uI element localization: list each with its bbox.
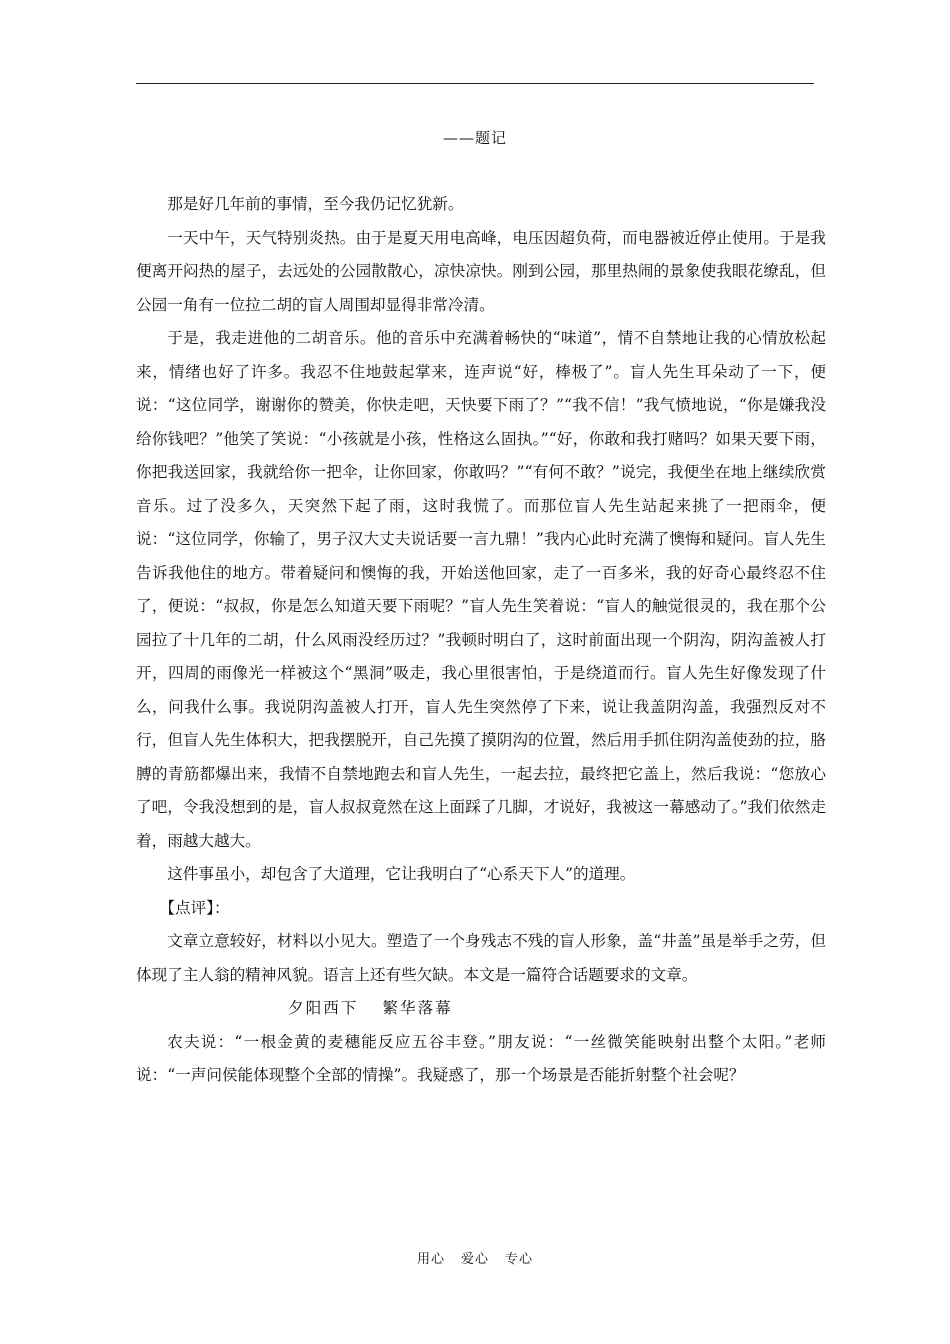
footer-word: 用心	[416, 1252, 445, 1267]
footer-word: 专心	[505, 1252, 534, 1267]
header-rule	[136, 83, 814, 84]
footer-word: 爱心	[460, 1252, 489, 1267]
paragraph: 这件事虽小，却包含了大道理，它让我明白了“心系天下人”的道理。	[167, 865, 636, 883]
next-article-opening: 农夫说：“一根金黄的麦穗能反应五谷丰登。”朋友说：“一丝微笑能映射出整个太阳。”老师说：“一声问侯能体现整个全部的情操”。我疑惑了，那一个场景是否能折射整个社会呢？	[136, 1032, 826, 1084]
next-title-part2: 繁华落幕	[382, 999, 453, 1017]
paragraph: 于是，我走进他的二胡音乐。他的音乐中充满着畅快的“味道”，情不自禁地让我的心情放松起来，情绪也好了许多。我忍不住地鼓起掌来，连声说“好，棒极了”。盲人先生耳朵动了一下，便说：“这位同学，谢谢你的赞美，你快走吧，天快要下雨了？”“我不信！”我气愤地说，“你是嫌我没给你钱吧？”他笑了笑说：“小孩就是小孩，性格这么固执。”“好，你敢和我打赌吗？如果天要下雨，你把我送回家，我就给你一把伞，让你回家，你敢吗？”“有何不敢？”说完，我便坐在地上继续欣赏音乐。过了没多久，天突然下起了雨，这时我慌了。而那位盲人先生站起来挑了一把雨伞，便说：“这位同学，你输了，男子汉大丈夫说话要一言九鼎！”我内心此时充满了懊悔和疑问。盲人先生告诉我他住的地方。带着疑问和懊悔的我，开始送他回家，走了一百多米，我的好奇心最终忍不住了，便说：“叔叔，你是怎么知道天要下雨呢？”盲人先生笑着说：“盲人的触觉很灵的，我在那个公园拉了十几年的二胡，什么风雨没经历过？”我顿时明白了，这时前面出现一个阴沟，阴沟盖被人打开，四周的雨像光一样被这个“黑洞”吸走，我心里很害怕，于是绕道而行。盲人先生好像发现了什么，问我什么事。我说阴沟盖被人打开，盲人先生突然停了下来，说让我盖阴沟盖，我强烈反对不行，但盲人先生体积大，把我摆脱开，自己先摸了摸阴沟的位置，然后用手抓住阴沟盖使劲的拉，胳膊的青筋都爆出来，我情不自禁地跑去和盲人先生，一起去拉，最终把它盖上，然后我说：“您放心了吧，令我没想到的是，盲人叔叔竟然在这上面踩了几脚，才说好，我被这一幕感动了。”我们依然走着，雨越大越大。	[136, 329, 826, 850]
paragraph: 一天中午，天气特别炎热。由于是夏天用电高峰，电压因超负荷，而电器被近停止使用。于是我便离开闷热的屋子，去远处的公园散散心，凉快凉快。刚到公园，那里热闹的景象使我眼花缭乱，但公园一角有一位拉二胡的盲人周围却显得非常冷清。	[136, 228, 826, 314]
comment-label: 【点评】：	[159, 898, 230, 917]
epigraph: ——题记	[442, 129, 507, 147]
paragraph: 那是好几年前的事情，至今我仍记忆犹新。	[167, 195, 464, 213]
article-body	[136, 188, 826, 1093]
page-footer	[0, 1248, 950, 1267]
next-title-part1: 夕阳西下	[288, 999, 359, 1017]
next-article-title	[136, 992, 826, 1026]
comment-text: 文章立意较好，材料以小见大。塑造了一个身残志不残的盲人形象，盖“井盖”虽是举手之劳，但体现了主人翁的精神风貌。语言上还有些欠缺。本文是一篇符合话题要求的文章。	[136, 932, 826, 984]
